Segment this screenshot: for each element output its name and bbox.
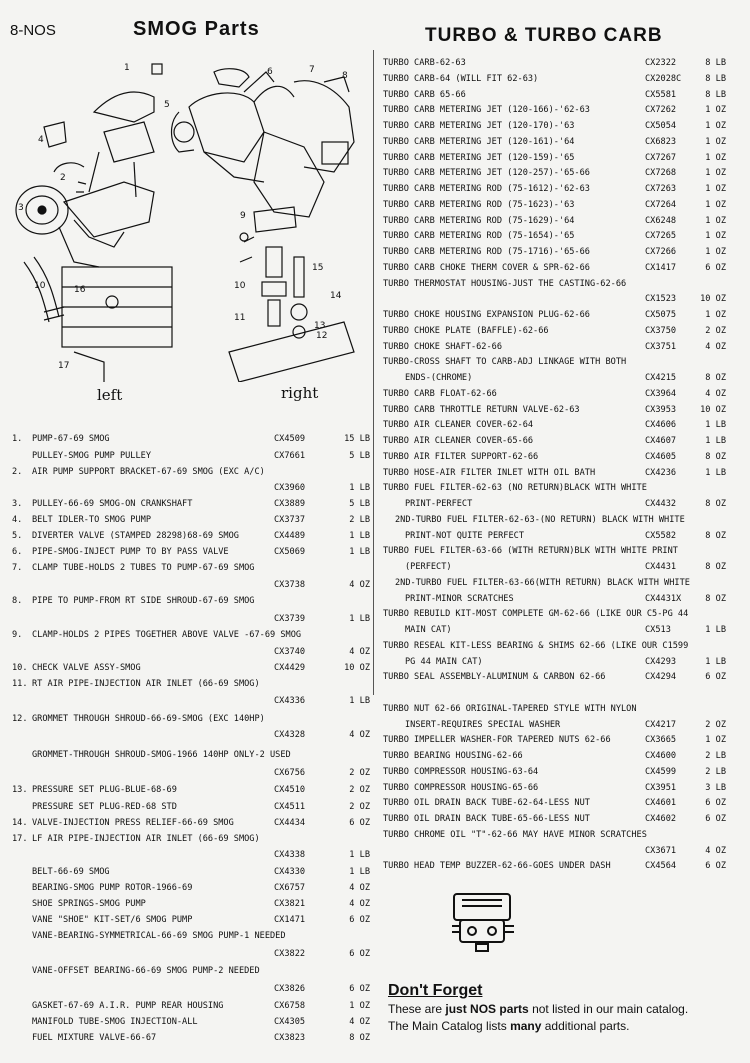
part-number: CX3960 — [274, 483, 306, 493]
part-description: MANIFOLD TUBE-SMOG INJECTION-ALL — [32, 1017, 198, 1027]
part-number: CX3964 — [645, 388, 677, 399]
part-weight: 1 LB — [349, 850, 370, 860]
part-weight: 10 OZ — [700, 404, 726, 415]
part-number: CX3822 — [274, 949, 306, 959]
part-number: CX3738 — [274, 580, 306, 590]
check-valve-detail-drawing — [24, 257, 172, 382]
part-description: TURBO CARB METERING ROD (75-1623)-'63 — [383, 199, 575, 210]
part-weight: 8 OZ — [349, 1033, 370, 1043]
item-number: 1. — [12, 434, 23, 444]
part-weight: 1 OZ — [705, 231, 726, 242]
part-description: VANE-OFFSET BEARING-66-69 SMOG PUMP-2 NEEDED — [32, 966, 260, 976]
part-weight: 1 OZ — [705, 105, 726, 116]
part-description: BELT IDLER-TO SMOG PUMP — [32, 515, 151, 525]
part-description: GROMMET THROUGH SHROUD-66-69-SMOG (EXC 140HP) — [32, 714, 265, 724]
part-description: PRINT-MINOR SCRATCHES — [405, 593, 514, 604]
part-weight: 4 OZ — [349, 1017, 370, 1027]
part-weight: 1 OZ — [705, 247, 726, 257]
part-weight: 8 LB — [705, 73, 726, 84]
part-number: CX4606 — [645, 420, 677, 431]
part-description: PG 44 MAIN CAT) — [405, 656, 483, 667]
part-description: TURBO-CROSS SHAFT TO CARB-ADJ LINKAGE WITH BOTH — [383, 357, 627, 368]
svg-text:4: 4 — [38, 135, 44, 145]
part-number: CX4564 — [645, 861, 677, 872]
item-number: 14. — [12, 818, 28, 828]
dont-forget-note — [388, 982, 688, 1034]
part-weight: 1 LB — [705, 467, 726, 478]
part-description: DIVERTER VALVE (STAMPED 28298)68-69 SMOG — [32, 531, 239, 541]
part-description: TURBO CARB METERING JET (120-166)-'62-63 — [383, 105, 590, 116]
part-weight: 1 OZ — [705, 215, 726, 226]
dont-forget-heading: Don't Forget — [388, 982, 483, 999]
pump-assembly-drawing — [16, 64, 162, 267]
part-number: CX7661 — [274, 451, 306, 461]
part-number: CX3951 — [645, 782, 677, 793]
part-description: VANE-BEARING-SYMMETRICAL-66-69 SMOG PUMP-1 NEEDED — [32, 931, 286, 941]
part-weight: 8 OZ — [705, 562, 726, 572]
part-description: TURBO CARB THROTTLE RETURN VALVE-62-63 — [383, 404, 580, 415]
part-weight: 4 OZ — [705, 388, 726, 399]
part-description: BEARING-SMOG PUMP ROTOR-1966-69 — [32, 883, 193, 893]
part-weight: 6 OZ — [349, 818, 370, 828]
part-weight: 4 OZ — [349, 883, 370, 893]
part-weight: 1 LB — [349, 483, 370, 493]
part-description: LF AIR PIPE-INJECTION AIR INLET (66-69 SMOG) — [32, 834, 260, 844]
part-number: CX3823 — [274, 1033, 306, 1043]
part-description: TURBO CHOKE HOUSING EXPANSION PLUG-62-66 — [383, 310, 590, 320]
part-weight: 1 LB — [705, 625, 726, 635]
part-description: GROMMET-THROUGH SHROUD-SMOG-1966 140HP ONLY-2 USED — [32, 750, 291, 760]
part-description: PRESSURE SET PLUG-BLUE-68-69 — [32, 785, 177, 795]
part-number: CX7264 — [645, 199, 677, 210]
part-weight: 10 OZ — [700, 294, 726, 305]
part-weight: 1 OZ — [705, 121, 726, 131]
part-description: TURBO AIR CLEANER COVER-62-64 — [383, 420, 534, 431]
page-label: 8-NOS — [10, 22, 56, 39]
part-weight: 1 OZ — [705, 168, 726, 179]
part-weight: 1 OZ — [349, 1001, 370, 1011]
part-description: ENDS-(CHROME) — [405, 373, 473, 383]
part-weight: 10 OZ — [344, 663, 370, 673]
part-number: CX4510 — [274, 785, 306, 795]
part-weight: 2 OZ — [349, 785, 370, 795]
part-weight: 4 OZ — [349, 899, 370, 909]
part-description: RT AIR PIPE-INJECTION AIR INLET (66-69 SMOG) — [32, 679, 260, 689]
part-description: MAIN CAT) — [405, 625, 452, 635]
part-description: TURBO FUEL FILTER-63-66 (WITH RETURN)BLK WITH WHITE PRINT — [383, 546, 678, 557]
part-number: CX3826 — [274, 984, 306, 994]
part-number: CX5581 — [645, 89, 677, 100]
part-description: TURBO CARB METERING ROD (75-1716)-'65-66 — [383, 247, 590, 257]
part-description: TURBO CHROME OIL "T"-62-66 MAY HAVE MINOR SCRATCHES — [383, 829, 647, 840]
dont-forget-line-1: These are just NOS parts not listed in our main catalog. — [388, 1002, 689, 1016]
part-weight: 1 OZ — [705, 136, 726, 147]
part-number: CX5054 — [645, 121, 677, 131]
part-weight: 4 OZ — [705, 845, 726, 856]
part-description: TURBO COMPRESSOR HOUSING-65-66 — [383, 782, 539, 793]
part-weight: 1 LB — [349, 867, 370, 877]
part-description: PULLEY-66-69 SMOG-ON CRANKSHAFT — [32, 499, 193, 509]
part-number: CX4489 — [274, 531, 306, 541]
part-description: TURBO RESEAL KIT-LESS BEARING & SHIMS 62-66 (LIKE OUR C1599 — [383, 640, 689, 651]
item-number: 10. — [12, 663, 28, 673]
part-number: CX4602 — [645, 814, 677, 824]
part-weight: 1 LB — [349, 696, 370, 706]
item-number: 2. — [12, 467, 23, 477]
engine-shroud-drawing — [172, 69, 355, 217]
item-number: 8. — [12, 596, 23, 606]
part-number: CX4293 — [645, 656, 677, 667]
part-description: TURBO CARB-62-63 — [383, 58, 466, 68]
part-number: CX4509 — [274, 434, 306, 444]
part-weight: 1 LB — [349, 547, 370, 557]
part-description: TURBO THERMOSTAT HOUSING-JUST THE CASTING-62-66 — [383, 278, 627, 289]
part-weight: 6 OZ — [705, 262, 726, 273]
part-number: CX7266 — [645, 247, 677, 257]
part-description: TURBO CARB-64 (WILL FIT 62-63) — [383, 73, 539, 84]
part-description: PIPE-SMOG-INJECT PUMP TO BY PASS VALVE — [32, 547, 229, 557]
part-description: AIR PUMP SUPPORT BRACKET-67-69 SMOG (EXC A/C) — [32, 467, 265, 477]
part-number: CX4338 — [274, 850, 306, 860]
svg-text:6: 6 — [267, 67, 273, 77]
item-number: 12. — [12, 714, 28, 724]
svg-text:5: 5 — [164, 100, 170, 110]
part-number: CX3953 — [645, 404, 677, 415]
part-weight: 1 OZ — [705, 184, 726, 194]
part-number: CX2322 — [645, 58, 677, 68]
part-number: CX1471 — [274, 915, 306, 925]
part-number: CX3665 — [645, 735, 677, 746]
part-number: CX5075 — [645, 310, 677, 320]
part-description: GASKET-67-69 A.I.R. PUMP REAR HOUSING — [32, 1001, 224, 1011]
item-number: 13. — [12, 785, 28, 795]
part-description: TURBO CARB METERING JET (120-257)-'65-66 — [383, 168, 590, 179]
part-description: 2ND-TURBO FUEL FILTER-62-63-(NO RETURN) BLACK WITH WHITE — [395, 514, 685, 525]
part-number: CX6757 — [274, 883, 306, 893]
part-number: CX4236 — [645, 467, 677, 478]
svg-text:2: 2 — [60, 173, 66, 183]
item-number: 4. — [12, 515, 23, 525]
part-weight: 8 OZ — [705, 499, 726, 509]
part-number: CX4434 — [274, 818, 306, 828]
part-number: CX4431X — [645, 593, 682, 604]
part-description: TURBO AIR CLEANER COVER-65-66 — [383, 436, 534, 446]
part-description: VALVE-INJECTION PRESS RELIEF-66-69 SMOG — [32, 818, 234, 828]
part-description: TURBO CARB FLOAT-62-66 — [383, 388, 497, 399]
part-number: CX5069 — [274, 547, 306, 557]
svg-text:11: 11 — [234, 313, 246, 323]
part-description: TURBO IMPELLER WASHER-FOR TAPERED NUTS 62-66 — [383, 735, 611, 746]
turbo-heading: TURBO & TURBO CARB — [425, 25, 663, 46]
part-description: TURBO CARB CHOKE THERM COVER & SPR-62-66 — [383, 262, 590, 273]
part-number: CX4294 — [645, 672, 677, 683]
part-description: CLAMP TUBE-HOLDS 2 TUBES TO PUMP-67-69 SMOG — [32, 563, 255, 573]
part-number: CX3739 — [274, 614, 306, 624]
part-description: TURBO SEAL ASSEMBLY-ALUMINUM & CARBON 62-66 — [383, 672, 606, 683]
part-description: TURBO CHOKE SHAFT-62-66 — [383, 341, 502, 352]
item-number: 6. — [12, 547, 23, 557]
part-weight: 4 OZ — [349, 580, 370, 590]
diagram-caption-left: left — [97, 386, 123, 404]
part-description: CLAMP-HOLDS 2 PIPES TOGETHER ABOVE VALVE -67-69 SMOG — [32, 630, 302, 640]
part-weight: 6 OZ — [349, 915, 370, 925]
item-number: 3. — [12, 499, 23, 509]
item-number: 7. — [12, 563, 23, 573]
part-weight: 8 LB — [705, 58, 726, 68]
part-weight: 1 OZ — [705, 152, 726, 163]
part-weight: 15 LB — [344, 434, 370, 444]
part-number: CX4600 — [645, 751, 677, 761]
part-description: TURBO CHOKE PLATE (BAFFLE)-62-66 — [383, 325, 549, 336]
part-description: TURBO OIL DRAIN BACK TUBE-62-64-LESS NUT — [383, 798, 590, 809]
part-number: CX4217 — [645, 719, 677, 730]
part-number: CX4305 — [274, 1017, 306, 1027]
part-weight: 1 LB — [349, 531, 370, 541]
part-description: TURBO CARB 65-66 — [383, 89, 466, 100]
part-description: TURBO REBUILD KIT-MOST COMPLETE GM-62-66 (LIKE OUR C5-PG 44 — [383, 609, 689, 620]
part-number: CX7268 — [645, 168, 677, 179]
svg-text:13: 13 — [314, 321, 326, 331]
part-weight: 6 OZ — [349, 949, 370, 959]
svg-text:10: 10 — [34, 281, 46, 291]
part-description: PIPE TO PUMP-FROM RT SIDE SHROUD-67-69 SMOG — [32, 596, 255, 606]
part-number: CX2028C — [645, 73, 682, 84]
part-description: CHECK VALVE ASSY-SMOG — [32, 663, 141, 673]
part-weight: 2 LB — [349, 515, 370, 525]
part-description: 2ND-TURBO FUEL FILTER-63-66(WITH RETURN) BLACK WITH WHITE — [395, 577, 690, 588]
part-number: CX6823 — [645, 136, 677, 147]
part-description: SHOE SPRINGS-SMOG PUMP — [32, 899, 146, 909]
part-number: CX4607 — [645, 436, 677, 446]
part-number: CX5582 — [645, 530, 677, 541]
dont-forget-line-2: The Main Catalog lists many additional parts. — [388, 1019, 630, 1033]
part-weight: 8 OZ — [705, 593, 726, 604]
part-weight: 6 OZ — [705, 861, 726, 872]
part-weight: 8 LB — [705, 89, 726, 100]
part-description: BELT-66-69 SMOG — [32, 867, 110, 877]
part-weight: 2 OZ — [349, 768, 370, 778]
part-description: TURBO CARB METERING ROD (75-1629)-'64 — [383, 215, 575, 226]
svg-text:1: 1 — [124, 63, 130, 73]
part-number: CX1417 — [645, 262, 677, 273]
item-number: 17. — [12, 834, 28, 844]
svg-text:15: 15 — [312, 263, 324, 273]
part-number: CX4599 — [645, 766, 677, 777]
svg-text:8: 8 — [342, 71, 348, 81]
smog-parts-diagram — [4, 52, 364, 382]
part-weight: 8 OZ — [705, 530, 726, 541]
part-weight: 5 LB — [349, 499, 370, 509]
item-number: 9. — [12, 630, 23, 640]
part-number: CX6758 — [274, 1001, 306, 1011]
part-number: CX4215 — [645, 373, 677, 383]
part-weight: 1 LB — [705, 436, 726, 446]
svg-text:10: 10 — [234, 281, 246, 291]
part-number: CX4431 — [645, 562, 677, 572]
head-temp-buzzer-icon — [448, 886, 518, 956]
part-description: TURBO CARB METERING JET (120-159)-'65 — [383, 152, 575, 163]
part-weight: 6 OZ — [705, 814, 726, 824]
part-weight: 2 OZ — [705, 719, 726, 730]
part-description: TURBO AIR FILTER SUPPORT-62-66 — [383, 451, 539, 462]
part-weight: 5 LB — [349, 451, 370, 461]
part-number: CX3737 — [274, 515, 306, 525]
part-description: TURBO CARB METERING ROD (75-1612)-'62-63 — [383, 184, 590, 194]
part-description: PRINT-PERFECT — [405, 499, 473, 509]
part-weight: 1 LB — [705, 656, 726, 667]
svg-text:7: 7 — [309, 65, 315, 75]
part-number: CX4511 — [274, 802, 306, 812]
part-number: CX3821 — [274, 899, 306, 909]
part-number: CX4330 — [274, 867, 306, 877]
part-description: PUMP-67-69 SMOG — [32, 434, 110, 444]
part-number: CX3889 — [274, 499, 306, 509]
part-description: TURBO NUT 62-66 ORIGINAL-TAPERED STYLE WITH NYLON — [383, 703, 637, 714]
part-weight: 4 OZ — [349, 647, 370, 657]
part-description: FUEL MIXTURE VALVE-66-67 — [32, 1033, 157, 1043]
svg-text:14: 14 — [330, 291, 342, 301]
part-number: CX7267 — [645, 152, 677, 163]
part-weight: 6 OZ — [705, 798, 726, 809]
part-description: TURBO CARB METERING JET (120-161)-'64 — [383, 136, 575, 147]
part-weight: 2 LB — [705, 766, 726, 777]
part-number: CX3751 — [645, 341, 677, 352]
part-weight: 6 OZ — [349, 984, 370, 994]
part-weight: 1 OZ — [705, 310, 726, 320]
part-description: VANE "SHOE" KIT-SET/6 SMOG PUMP — [32, 915, 193, 925]
part-weight: 6 OZ — [705, 672, 726, 683]
part-weight: 1 OZ — [705, 199, 726, 210]
part-description: TURBO CARB METERING JET (120-170)-'63 — [383, 121, 575, 131]
part-weight: 4 OZ — [705, 341, 726, 352]
part-description: TURBO OIL DRAIN BACK TUBE-65-66-LESS NUT — [383, 814, 590, 824]
part-description: TURBO FUEL FILTER-62-63 (NO RETURN)BLACK WITH WHITE — [383, 483, 647, 494]
part-number: CX4336 — [274, 696, 306, 706]
part-weight: 8 OZ — [705, 451, 726, 462]
svg-text:16: 16 — [74, 285, 86, 295]
part-description: INSERT-REQUIRES SPECIAL WASHER — [405, 719, 561, 730]
item-number: 11. — [12, 679, 28, 689]
item-number: 5. — [12, 531, 23, 541]
diagram-caption-right: right — [281, 384, 319, 402]
part-number: CX7263 — [645, 184, 677, 194]
part-weight: 3 LB — [705, 782, 726, 793]
part-number: CX4328 — [274, 730, 306, 740]
part-number: CX1523 — [645, 294, 677, 305]
column-divider — [373, 50, 374, 695]
svg-text:17: 17 — [58, 361, 70, 371]
part-number: CX4605 — [645, 451, 677, 462]
part-number: CX4432 — [645, 499, 677, 509]
part-description: TURBO HOSE-AIR FILTER INLET WITH OIL BATH — [383, 467, 596, 478]
part-number: CX4429 — [274, 663, 306, 673]
part-description: PRINT-NOT QUITE PERFECT — [405, 530, 524, 541]
part-weight: 2 LB — [705, 751, 726, 761]
svg-text:12: 12 — [316, 331, 328, 341]
svg-text:3: 3 — [18, 203, 24, 213]
part-weight: 2 OZ — [705, 325, 726, 336]
part-description: (PERFECT) — [405, 562, 452, 572]
smog-heading: SMOG Parts — [133, 18, 260, 40]
part-description: TURBO BEARING HOUSING-62-66 — [383, 751, 523, 761]
part-number: CX3750 — [645, 325, 677, 336]
part-number: CX6248 — [645, 215, 677, 226]
part-number: CX3740 — [274, 647, 306, 657]
part-weight: 1 LB — [349, 614, 370, 624]
part-weight: 4 OZ — [349, 730, 370, 740]
part-weight: 2 OZ — [349, 802, 370, 812]
part-number: CX513 — [645, 625, 671, 635]
part-description: PULLEY-SMOG PUMP PULLEY — [32, 451, 151, 461]
part-description: PRESSURE SET PLUG-RED-68 STD — [32, 802, 177, 812]
part-weight: 1 LB — [705, 420, 726, 431]
part-description: TURBO CARB METERING ROD (75-1654)-'65 — [383, 231, 575, 242]
part-number: CX6756 — [274, 768, 306, 778]
part-description: TURBO COMPRESSOR HOUSING-63-64 — [383, 766, 539, 777]
part-number: CX4601 — [645, 798, 677, 809]
part-weight: 8 OZ — [705, 373, 726, 383]
part-weight: 1 OZ — [705, 735, 726, 746]
part-number: CX7265 — [645, 231, 677, 242]
part-description: TURBO HEAD TEMP BUZZER-62-66-GOES UNDER DASH — [383, 861, 611, 872]
part-number: CX3671 — [645, 845, 677, 856]
part-number: CX7262 — [645, 105, 677, 116]
svg-text:9: 9 — [240, 211, 246, 221]
